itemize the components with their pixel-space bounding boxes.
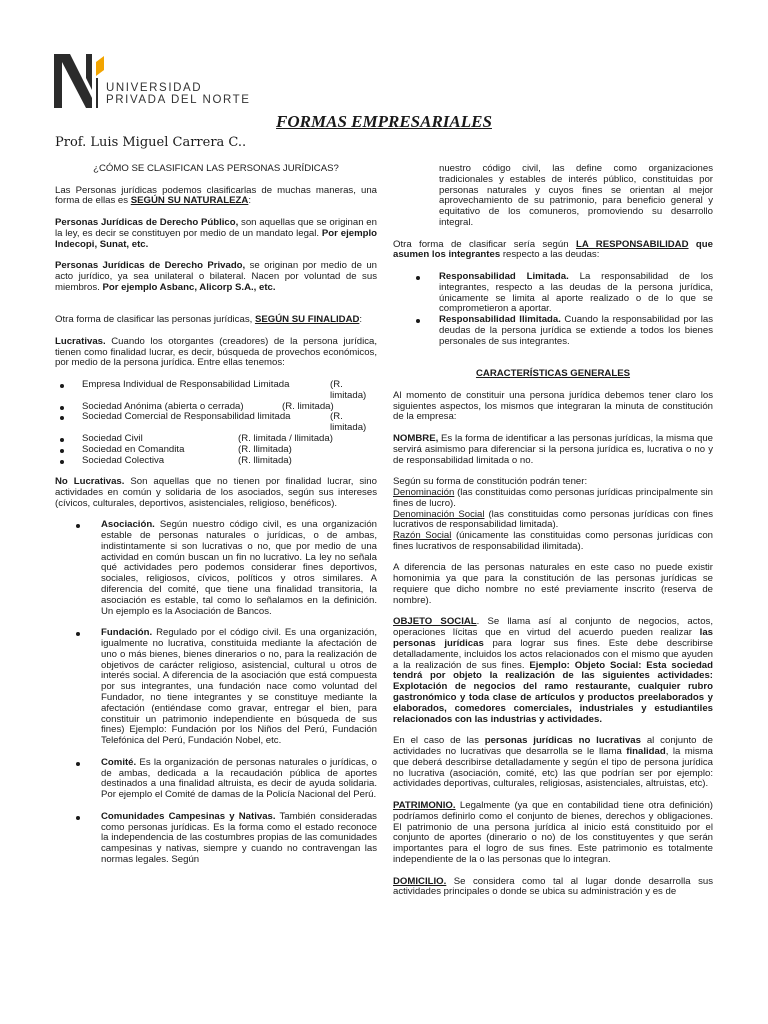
paragraph-nombre: NOMBRE, Es la forma de identificar a las personas jurídicas, la misma que servirá asimismo para diferenciar si la persona jurídica es, lucrativa o no y de responsabilidad limitada o no. [393, 432, 713, 466]
bullet-icon [76, 816, 80, 820]
paragraph-patrimonio: PATRIMONIO. Legalmente (ya que en contabilidad tiene otra definición) podríamos definirlo como el conjunto de bienes, derechos y obligaciones. El patrimonio de una persona jurídica al inicio está constituido por el conjunto de aportes (dinerario o no) de los constituyentes y que serán importantes para el logro de sus fines. Este patrimonio es totalmente independiente de la o las personas que lo integran. [393, 800, 713, 865]
paragraph-comunidades-cont: nuestro código civil, las define como organizaciones tradicionales y estables de interés público, constituidas por personas naturales y cuyos fines se orientan al mejor aprovechamiento de su patrimonio, para beneficio general y equitativo de los comuneros, promoviendo su desarrollo integral. [439, 163, 713, 228]
author: Prof. Luis Miguel Carrera C.. [55, 135, 247, 150]
university-name [106, 82, 251, 106]
bullet-icon [60, 460, 64, 464]
bullet-icon [60, 449, 64, 453]
bullet-icon [416, 276, 420, 280]
right-column [393, 164, 713, 898]
list-item: Sociedad en Comandita (R. llimitada) [55, 445, 377, 456]
paragraph-naturaleza: Las Personas jurídicas podemos clasificarlas de muchas maneras, una forma de ellas es SEGÚN SU NATURALEZA: [55, 184, 377, 207]
bullet-icon [76, 762, 80, 766]
paragraph-constitution-intro: Según su forma de constitución podrán tener: [393, 476, 588, 488]
unp-n-mark-icon [54, 54, 104, 108]
nonprofit-list [55, 520, 377, 866]
university-name-line2: PRIVADA DEL NORTE [106, 94, 251, 106]
bullet-icon [60, 416, 64, 420]
paragraph-characteristics-intro: Al momento de constituir una persona jurídica debemos tener claro los siguientes aspectos, los mismos que integraran la minuta de constitución de la empresa: [393, 389, 713, 423]
university-name-line1: UNIVERSIDAD [106, 82, 203, 94]
list-item: Comité. Es la organización de personas naturales o jurídicas, o de ambas, dedicada a la recaudación pública de aportes destinados a una finalidad altruista, es decir de ayuda solidaria. Por ejemplo el Comité de damas de la Policía Nacional del Perú. [101, 758, 377, 801]
liability-list [393, 272, 713, 348]
constitution-razon-social: Razón Social (únicamente las constituidas como personas jurídicas con fines lucrativos de responsabilidad ilimitada). [393, 530, 713, 552]
list-item: Responsabilidad Limitada. La responsabilidad de los integrantes, respecto a las deudas de la persona jurídica, únicamente se limita al aporte realizado o de lo que se comprometieron a aportar. [439, 272, 713, 315]
paragraph-domicilio: DOMICILIO. Se considera como tal al lugar donde desarrolla sus actividades principales o donde se ubica su administración y es de [393, 875, 713, 898]
bullet-icon [416, 319, 420, 323]
paragraph-no-lucrativas: No Lucrativas. Son aquellas que no tienen por finalidad lucrar, sino actividades en común y solidaria de los asociados, según sus intereses (cívicos, culturales, deportivos, asistenciales, religioso, benéficos). [55, 476, 377, 509]
list-item: Asociación. Según nuestro código civil, es una organización estable de personas naturales o jurídicas, o de ambas, indistintamente si son lucrativas o no, que por medio de una actividad en común buscan un fin no lucrativo. La ley no señala qué actividades pero podemos considerar fines deportivos, sociales, religiosos, cívicos, políticos y otros similares. A diferencia del comité, que tiene una finalidad transitoria, la asociación es estable, tal como lo señalamos en la definición. Un ejemplo es la Asociación de Bancos. [101, 520, 377, 617]
list-item: Sociedad Comercial de Responsabilidad limitada (R. limitada) [55, 412, 377, 434]
paragraph-responsabilidad: Otra forma de clasificar sería según LA RESPONSABILIDAD que asumen los integrantes respecto a las deudas: [393, 238, 713, 261]
constitution-denominacion-social: Denominación Social (las constituidas como personas jurídicas con fines lucrativos de responsabilidad limitada). [393, 508, 713, 531]
list-item: Fundación. Regulado por el código civil. Es una organización, igualmente no lucrativa, constituida mediante la afectación de uno o más bienes, bienes dinerarios o no, para la realización de objetivos de carácter religioso, asistencial, cultural u otros de interés social. A diferencia de la asociación que está compuesta por sus integrantes, una fundación nace como voluntad del Fundador, no tiene integrantes y se constituye mediante la afectación (entiéndase como gravar, entregar el bien, para constituir un patrimonio independiente en búsqueda de sus fines) Ejemplo: Fundación por los Niños del Perú, Fundación Telefónica del Perú, Fundación Nobel, etc. [101, 628, 377, 747]
paragraph-lucrativas: Lucrativas. Cuando los otorgantes (creadores) de la persona jurídica, tienen como finalidad lucrar, es decir, búsqueda de provechos económicos, por medio de la persona jurídica. Entre ellas tenemos: [55, 335, 377, 369]
list-item: Sociedad Civil (R. limitada / llimitada) [55, 434, 377, 445]
list-item: Responsabilidad Ilimitada. Cuando la responsabilidad por las deudas de la persona jurídica se extiende a todos los bienes personales de sus integrantes. [439, 315, 713, 347]
paragraph-derecho-publico: Personas Jurídicas de Derecho Público, son aquellas que se originan en la ley, es decir se constituyen por medio de un mandato legal. Por ejemplo Indecopi, Sunat, etc. [55, 216, 377, 250]
constitution-denominacion: Denominación (las constituidas como personas jurídicas principalmente sin fines de lucro). [393, 486, 713, 509]
paragraph-no-lucrativas-finalidad: En el caso de las personas jurídicas no lucrativas al conjunto de actividades no lucrativas que desarrolla se le llama finalidad, la misma que deberá describirse detalladamente y según el tipo de persona jurídica no lucrativa (asociación, comité, etc) las que podrían ser por ejemplo: actividades deportivas, culturales, religiosas, asistenciales, altruistas, etc). [393, 735, 713, 790]
paragraph-objeto-social: OBJETO SOCIAL. Se llama así al conjunto de negocios, actos, operaciones lícitas que en virtud del acuerdo pueden realizar las personas jurídicas para lograr sus fines. Este debe describirse detalladamente, incluidos los actos relacionados con el mismo que ayuden a la realización de sus fines. Ejemplo: Objeto Social: Esta sociedad tendrá por objeto la realización de las siguientes actividades: Explotación de negocios del ramo restaurante, cualquier rubro gastronómico y toda clase de artículos y productos preelaborados y elaborados, comedores comerciales, industriales y estudiantiles relacionados con las industrias y actividades. [393, 616, 714, 725]
paragraph-finalidad: Otra forma de clasificar las personas jurídicas, SEGÚN SU FINALIDAD: [55, 314, 363, 326]
list-item: Empresa Individual de Responsabilidad Limitada (R. limitada) [55, 380, 377, 402]
lucrative-types-list [55, 380, 377, 466]
list-item: Comunidades Campesinas y Nativas. También consideradas como personas jurídicas. Es la forma como el estado reconoce la independencia de las costumbres propias de las comunidades campesinas y nativas, siempre y cuando no contravengan las normas legales. Según [101, 812, 377, 866]
bullet-icon [76, 632, 80, 636]
list-item: Sociedad Anónima (abierta o cerrada) (R. limitada) [55, 402, 377, 413]
bullet-icon [60, 438, 64, 442]
paragraph-homonimia: A diferencia de las personas naturales en este caso no puede existir homonimia ya que para la constitución de las personas jurídicas se requiere que dicho nombre no esté previamente inscrito (reserva de nombre). [393, 562, 713, 606]
left-column [55, 164, 377, 866]
list-item: Sociedad Colectiva (R. llimitada) [55, 456, 377, 467]
paragraph-derecho-privado: Personas Jurídicas de Derecho Privado, se originan por medio de un acto jurídico, ya sea unilateral o bilateral. Nacen por voluntad de sus miembros. Por ejemplo Asbanc, Alicorp S.A., etc. [55, 260, 377, 293]
characteristics-heading: CARACTERÍSTICAS GENERALES [475, 368, 631, 380]
bullet-icon [60, 406, 64, 410]
section-heading: ¿CÓMO SE CLASIFICAN LAS PERSONAS JURÍDICAS? [93, 163, 339, 174]
bullet-icon [76, 524, 80, 528]
bullet-icon [60, 384, 64, 388]
document-title: FORMAS EMPRESARIALES [276, 112, 492, 131]
